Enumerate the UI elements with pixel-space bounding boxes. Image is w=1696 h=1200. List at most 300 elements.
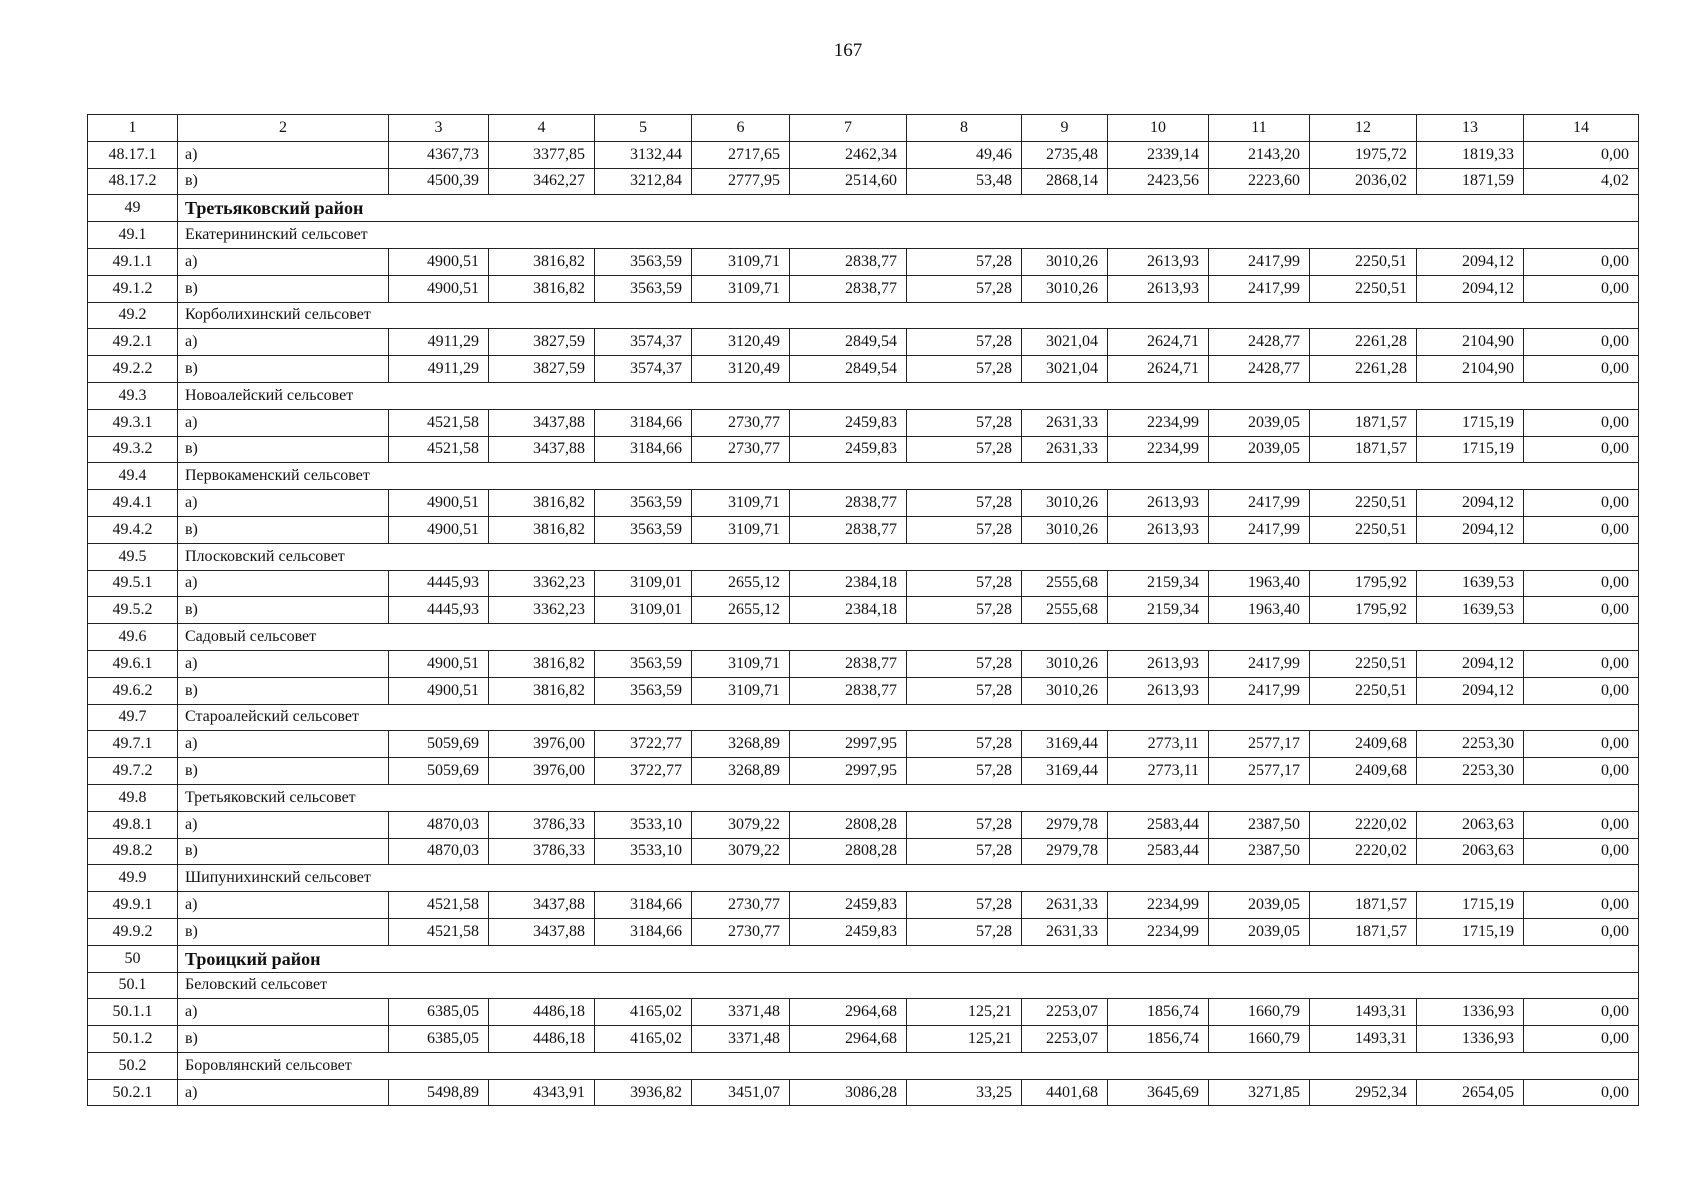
value-cell: 2838,77	[790, 275, 907, 302]
value-cell: 57,28	[907, 892, 1022, 919]
value-cell: 2613,93	[1108, 248, 1209, 275]
value-cell: 3645,69	[1108, 1079, 1209, 1106]
table-row	[88, 999, 1639, 1026]
value-cell: 2459,83	[790, 892, 907, 919]
row-code: 49.2.1	[88, 329, 178, 356]
column-number-header: 3	[389, 115, 489, 142]
value-cell: 2384,18	[790, 597, 907, 624]
value-cell: 4165,02	[595, 999, 692, 1026]
value-cell: 4343,91	[489, 1079, 595, 1106]
value-cell: 3086,28	[790, 1079, 907, 1106]
value-cell: 33,25	[907, 1079, 1022, 1106]
tariff-table	[87, 114, 1639, 1106]
value-cell: 0,00	[1524, 731, 1639, 758]
column-number-header: 4	[489, 115, 595, 142]
column-number-header: 9	[1022, 115, 1108, 142]
value-cell: 2417,99	[1209, 248, 1310, 275]
value-cell: 2730,77	[692, 409, 790, 436]
row-code: 49.5.2	[88, 597, 178, 624]
column-number-header: 13	[1417, 115, 1524, 142]
row-variant: в)	[178, 597, 389, 624]
value-cell: 1639,53	[1417, 570, 1524, 597]
district-name: Третьяковский район	[178, 195, 1639, 222]
council-name: Плосковский сельсовет	[178, 543, 1639, 570]
value-cell: 2808,28	[790, 838, 907, 865]
value-cell: 4900,51	[389, 248, 489, 275]
value-cell: 3371,48	[692, 999, 790, 1026]
value-cell: 3184,66	[595, 409, 692, 436]
value-cell: 2838,77	[790, 248, 907, 275]
value-cell: 2849,54	[790, 356, 907, 383]
value-cell: 2417,99	[1209, 677, 1310, 704]
value-cell: 2094,12	[1417, 490, 1524, 517]
row-variant: а)	[178, 141, 389, 168]
value-cell: 2417,99	[1209, 516, 1310, 543]
row-variant: а)	[178, 650, 389, 677]
value-cell: 0,00	[1524, 356, 1639, 383]
value-cell: 6385,05	[389, 999, 489, 1026]
value-cell: 2613,93	[1108, 677, 1209, 704]
value-cell: 0,00	[1524, 516, 1639, 543]
value-cell: 3010,26	[1022, 650, 1108, 677]
value-cell: 4900,51	[389, 516, 489, 543]
row-variant: а)	[178, 409, 389, 436]
value-cell: 2094,12	[1417, 677, 1524, 704]
row-variant: а)	[178, 892, 389, 919]
column-number-header: 8	[907, 115, 1022, 142]
value-cell: 4401,68	[1022, 1079, 1108, 1106]
value-cell: 3021,04	[1022, 329, 1108, 356]
value-cell: 2773,11	[1108, 731, 1209, 758]
value-cell: 57,28	[907, 758, 1022, 785]
value-cell: 2094,12	[1417, 650, 1524, 677]
value-cell: 3109,71	[692, 650, 790, 677]
value-cell: 1493,31	[1310, 1026, 1417, 1053]
row-code: 49.8.1	[88, 811, 178, 838]
row-code: 49.7.1	[88, 731, 178, 758]
value-cell: 57,28	[907, 490, 1022, 517]
table-row	[88, 892, 1639, 919]
council-name: Беловский сельсовет	[178, 972, 1639, 999]
row-code: 50	[88, 945, 178, 972]
value-cell: 1871,57	[1310, 892, 1417, 919]
value-cell: 0,00	[1524, 329, 1639, 356]
value-cell: 2613,93	[1108, 275, 1209, 302]
council-row	[88, 704, 1639, 731]
value-cell: 2613,93	[1108, 490, 1209, 517]
value-cell: 3184,66	[595, 918, 692, 945]
value-cell: 2964,68	[790, 1026, 907, 1053]
value-cell: 2838,77	[790, 650, 907, 677]
value-cell: 3451,07	[692, 1079, 790, 1106]
value-cell: 2234,99	[1108, 409, 1209, 436]
value-cell: 3268,89	[692, 731, 790, 758]
value-cell: 3816,82	[489, 677, 595, 704]
row-code: 49.1.2	[88, 275, 178, 302]
value-cell: 4521,58	[389, 409, 489, 436]
row-variant: а)	[178, 570, 389, 597]
row-variant: а)	[178, 329, 389, 356]
value-cell: 3786,33	[489, 838, 595, 865]
row-code: 49	[88, 195, 178, 222]
value-cell: 4521,58	[389, 892, 489, 919]
value-cell: 2654,05	[1417, 1079, 1524, 1106]
value-cell: 2838,77	[790, 516, 907, 543]
value-cell: 0,00	[1524, 838, 1639, 865]
table-body	[88, 115, 1639, 1106]
value-cell: 2063,63	[1417, 811, 1524, 838]
value-cell: 3120,49	[692, 329, 790, 356]
table-row	[88, 838, 1639, 865]
row-code: 50.2.1	[88, 1079, 178, 1106]
value-cell: 4900,51	[389, 677, 489, 704]
value-cell: 2462,34	[790, 141, 907, 168]
row-variant: а)	[178, 999, 389, 1026]
value-cell: 2143,20	[1209, 141, 1310, 168]
value-cell: 3010,26	[1022, 248, 1108, 275]
value-cell: 2555,68	[1022, 597, 1108, 624]
council-row	[88, 463, 1639, 490]
value-cell: 4367,73	[389, 141, 489, 168]
value-cell: 2339,14	[1108, 141, 1209, 168]
value-cell: 3362,23	[489, 597, 595, 624]
row-code: 49.4.2	[88, 516, 178, 543]
table-row	[88, 1079, 1639, 1106]
column-number-header: 11	[1209, 115, 1310, 142]
row-code: 50.1.1	[88, 999, 178, 1026]
value-cell: 2250,51	[1310, 490, 1417, 517]
value-cell: 2387,50	[1209, 838, 1310, 865]
value-cell: 2094,12	[1417, 248, 1524, 275]
value-cell: 2964,68	[790, 999, 907, 1026]
value-cell: 2997,95	[790, 731, 907, 758]
value-cell: 3021,04	[1022, 356, 1108, 383]
value-cell: 4870,03	[389, 838, 489, 865]
value-cell: 2384,18	[790, 570, 907, 597]
value-cell: 2253,30	[1417, 758, 1524, 785]
value-cell: 3010,26	[1022, 490, 1108, 517]
value-cell: 0,00	[1524, 918, 1639, 945]
value-cell: 2583,44	[1108, 838, 1209, 865]
value-cell: 3827,59	[489, 356, 595, 383]
value-cell: 2250,51	[1310, 677, 1417, 704]
table-row	[88, 409, 1639, 436]
row-code: 50.1.2	[88, 1026, 178, 1053]
council-name: Корболихинский сельсовет	[178, 302, 1639, 329]
value-cell: 1871,57	[1310, 436, 1417, 463]
row-variant: в)	[178, 275, 389, 302]
value-cell: 2838,77	[790, 677, 907, 704]
value-cell: 3827,59	[489, 329, 595, 356]
value-cell: 5059,69	[389, 731, 489, 758]
row-code: 49.1.1	[88, 248, 178, 275]
value-cell: 57,28	[907, 356, 1022, 383]
value-cell: 2094,12	[1417, 275, 1524, 302]
value-cell: 3936,82	[595, 1079, 692, 1106]
value-cell: 3169,44	[1022, 731, 1108, 758]
value-cell: 3371,48	[692, 1026, 790, 1053]
value-cell: 3533,10	[595, 838, 692, 865]
value-cell: 0,00	[1524, 436, 1639, 463]
row-code: 49.5	[88, 543, 178, 570]
value-cell: 3169,44	[1022, 758, 1108, 785]
value-cell: 2717,65	[692, 141, 790, 168]
value-cell: 2220,02	[1310, 811, 1417, 838]
value-cell: 0,00	[1524, 248, 1639, 275]
district-row	[88, 195, 1639, 222]
value-cell: 2104,90	[1417, 329, 1524, 356]
value-cell: 2838,77	[790, 490, 907, 517]
page-number: 167	[833, 40, 863, 61]
value-cell: 2250,51	[1310, 650, 1417, 677]
value-cell: 4500,39	[389, 168, 489, 195]
value-cell: 0,00	[1524, 490, 1639, 517]
council-name: Староалейский сельсовет	[178, 704, 1639, 731]
value-cell: 0,00	[1524, 570, 1639, 597]
value-cell: 3079,22	[692, 811, 790, 838]
value-cell: 4445,93	[389, 570, 489, 597]
value-cell: 3722,77	[595, 731, 692, 758]
council-row	[88, 972, 1639, 999]
value-cell: 3212,84	[595, 168, 692, 195]
council-row	[88, 222, 1639, 249]
council-row	[88, 624, 1639, 651]
value-cell: 1660,79	[1209, 1026, 1310, 1053]
value-cell: 125,21	[907, 1026, 1022, 1053]
value-cell: 53,48	[907, 168, 1022, 195]
value-cell: 3109,71	[692, 490, 790, 517]
row-variant: а)	[178, 1079, 389, 1106]
row-code: 49.3	[88, 382, 178, 409]
value-cell: 3079,22	[692, 838, 790, 865]
value-cell: 0,00	[1524, 811, 1639, 838]
table-row	[88, 650, 1639, 677]
value-cell: 2261,28	[1310, 356, 1417, 383]
value-cell: 0,00	[1524, 999, 1639, 1026]
value-cell: 2613,93	[1108, 516, 1209, 543]
value-cell: 0,00	[1524, 597, 1639, 624]
value-cell: 2104,90	[1417, 356, 1524, 383]
value-cell: 3563,59	[595, 650, 692, 677]
value-cell: 2577,17	[1209, 731, 1310, 758]
value-cell: 2417,99	[1209, 650, 1310, 677]
value-cell: 2997,95	[790, 758, 907, 785]
value-cell: 2063,63	[1417, 838, 1524, 865]
value-cell: 2253,07	[1022, 1026, 1108, 1053]
value-cell: 2773,11	[1108, 758, 1209, 785]
column-number-header: 5	[595, 115, 692, 142]
row-code: 49.4	[88, 463, 178, 490]
value-cell: 0,00	[1524, 677, 1639, 704]
value-cell: 125,21	[907, 999, 1022, 1026]
row-code: 50.2	[88, 1052, 178, 1079]
value-cell: 1871,59	[1417, 168, 1524, 195]
council-name: Екатерининский сельсовет	[178, 222, 1639, 249]
value-cell: 3132,44	[595, 141, 692, 168]
table-row	[88, 356, 1639, 383]
value-cell: 2577,17	[1209, 758, 1310, 785]
table-row	[88, 141, 1639, 168]
value-cell: 2417,99	[1209, 275, 1310, 302]
value-cell: 1715,19	[1417, 436, 1524, 463]
value-cell: 0,00	[1524, 892, 1639, 919]
value-cell: 2730,77	[692, 918, 790, 945]
row-code: 49.9.1	[88, 892, 178, 919]
row-code: 49.5.1	[88, 570, 178, 597]
table-row	[88, 677, 1639, 704]
district-name: Троицкий район	[178, 945, 1639, 972]
value-cell: 2159,34	[1108, 570, 1209, 597]
council-name: Новоалейский сельсовет	[178, 382, 1639, 409]
value-cell: 3268,89	[692, 758, 790, 785]
value-cell: 6385,05	[389, 1026, 489, 1053]
row-variant: в)	[178, 677, 389, 704]
value-cell: 2253,30	[1417, 731, 1524, 758]
value-cell: 3563,59	[595, 248, 692, 275]
value-cell: 2624,71	[1108, 329, 1209, 356]
value-cell: 1963,40	[1209, 597, 1310, 624]
table-row	[88, 1026, 1639, 1053]
table-row	[88, 918, 1639, 945]
value-cell: 4445,93	[389, 597, 489, 624]
row-variant: в)	[178, 918, 389, 945]
value-cell: 2036,02	[1310, 168, 1417, 195]
value-cell: 1715,19	[1417, 918, 1524, 945]
value-cell: 2631,33	[1022, 409, 1108, 436]
row-variant: а)	[178, 811, 389, 838]
value-cell: 3010,26	[1022, 516, 1108, 543]
value-cell: 3377,85	[489, 141, 595, 168]
row-code: 49.4.1	[88, 490, 178, 517]
value-cell: 2220,02	[1310, 838, 1417, 865]
value-cell: 2979,78	[1022, 838, 1108, 865]
value-cell: 2808,28	[790, 811, 907, 838]
row-code: 49.3.1	[88, 409, 178, 436]
row-code: 49.9	[88, 865, 178, 892]
value-cell: 3816,82	[489, 248, 595, 275]
row-code: 49.6	[88, 624, 178, 651]
value-cell: 1871,57	[1310, 409, 1417, 436]
value-cell: 3976,00	[489, 731, 595, 758]
value-cell: 3462,27	[489, 168, 595, 195]
value-cell: 2583,44	[1108, 811, 1209, 838]
column-number-header: 6	[692, 115, 790, 142]
value-cell: 57,28	[907, 731, 1022, 758]
table-row	[88, 597, 1639, 624]
value-cell: 3109,71	[692, 516, 790, 543]
value-cell: 2849,54	[790, 329, 907, 356]
row-code: 48.17.1	[88, 141, 178, 168]
value-cell: 2631,33	[1022, 892, 1108, 919]
value-cell: 3563,59	[595, 490, 692, 517]
column-number-header: 2	[178, 115, 389, 142]
column-number-header: 10	[1108, 115, 1209, 142]
value-cell: 3184,66	[595, 892, 692, 919]
value-cell: 1795,92	[1310, 597, 1417, 624]
value-cell: 49,46	[907, 141, 1022, 168]
value-cell: 2613,93	[1108, 650, 1209, 677]
value-cell: 3976,00	[489, 758, 595, 785]
value-cell: 2250,51	[1310, 516, 1417, 543]
value-cell: 57,28	[907, 918, 1022, 945]
value-cell: 57,28	[907, 650, 1022, 677]
row-code: 50.1	[88, 972, 178, 999]
value-cell: 4165,02	[595, 1026, 692, 1053]
row-code: 49.6.2	[88, 677, 178, 704]
value-cell: 2514,60	[790, 168, 907, 195]
row-code: 49.8.2	[88, 838, 178, 865]
value-cell: 4521,58	[389, 436, 489, 463]
value-cell: 2423,56	[1108, 168, 1209, 195]
value-cell: 3109,71	[692, 677, 790, 704]
value-cell: 2387,50	[1209, 811, 1310, 838]
table-row	[88, 731, 1639, 758]
row-variant: в)	[178, 758, 389, 785]
value-cell: 2250,51	[1310, 248, 1417, 275]
council-name: Шипунихинский сельсовет	[178, 865, 1639, 892]
value-cell: 3816,82	[489, 650, 595, 677]
value-cell: 1871,57	[1310, 918, 1417, 945]
value-cell: 1715,19	[1417, 409, 1524, 436]
value-cell: 57,28	[907, 248, 1022, 275]
value-cell: 0,00	[1524, 141, 1639, 168]
row-variant: в)	[178, 1026, 389, 1053]
row-variant: в)	[178, 356, 389, 383]
value-cell: 2735,48	[1022, 141, 1108, 168]
value-cell: 2655,12	[692, 597, 790, 624]
value-cell: 0,00	[1524, 409, 1639, 436]
value-cell: 3563,59	[595, 516, 692, 543]
value-cell: 3010,26	[1022, 677, 1108, 704]
value-cell: 57,28	[907, 329, 1022, 356]
value-cell: 3437,88	[489, 918, 595, 945]
value-cell: 2730,77	[692, 436, 790, 463]
value-cell: 2952,34	[1310, 1079, 1417, 1106]
value-cell: 3533,10	[595, 811, 692, 838]
row-code: 49.2	[88, 302, 178, 329]
column-number-header: 12	[1310, 115, 1417, 142]
value-cell: 2631,33	[1022, 918, 1108, 945]
council-row	[88, 543, 1639, 570]
value-cell: 2159,34	[1108, 597, 1209, 624]
table-row	[88, 436, 1639, 463]
value-cell: 1975,72	[1310, 141, 1417, 168]
value-cell: 0,00	[1524, 758, 1639, 785]
value-cell: 2555,68	[1022, 570, 1108, 597]
value-cell: 2428,77	[1209, 329, 1310, 356]
table-row	[88, 248, 1639, 275]
value-cell: 57,28	[907, 811, 1022, 838]
row-code: 48.17.2	[88, 168, 178, 195]
value-cell: 2409,68	[1310, 731, 1417, 758]
row-code: 49.9.2	[88, 918, 178, 945]
value-cell: 5498,89	[389, 1079, 489, 1106]
council-name: Боровлянский сельсовет	[178, 1052, 1639, 1079]
value-cell: 1795,92	[1310, 570, 1417, 597]
column-number-header: 7	[790, 115, 907, 142]
value-cell: 3816,82	[489, 275, 595, 302]
council-row	[88, 1052, 1639, 1079]
value-cell: 3816,82	[489, 516, 595, 543]
value-cell: 2039,05	[1209, 918, 1310, 945]
value-cell: 2868,14	[1022, 168, 1108, 195]
council-row	[88, 784, 1639, 811]
row-variant: в)	[178, 516, 389, 543]
value-cell: 1963,40	[1209, 570, 1310, 597]
council-row	[88, 865, 1639, 892]
value-cell: 2234,99	[1108, 918, 1209, 945]
council-name: Третьяковский сельсовет	[178, 784, 1639, 811]
